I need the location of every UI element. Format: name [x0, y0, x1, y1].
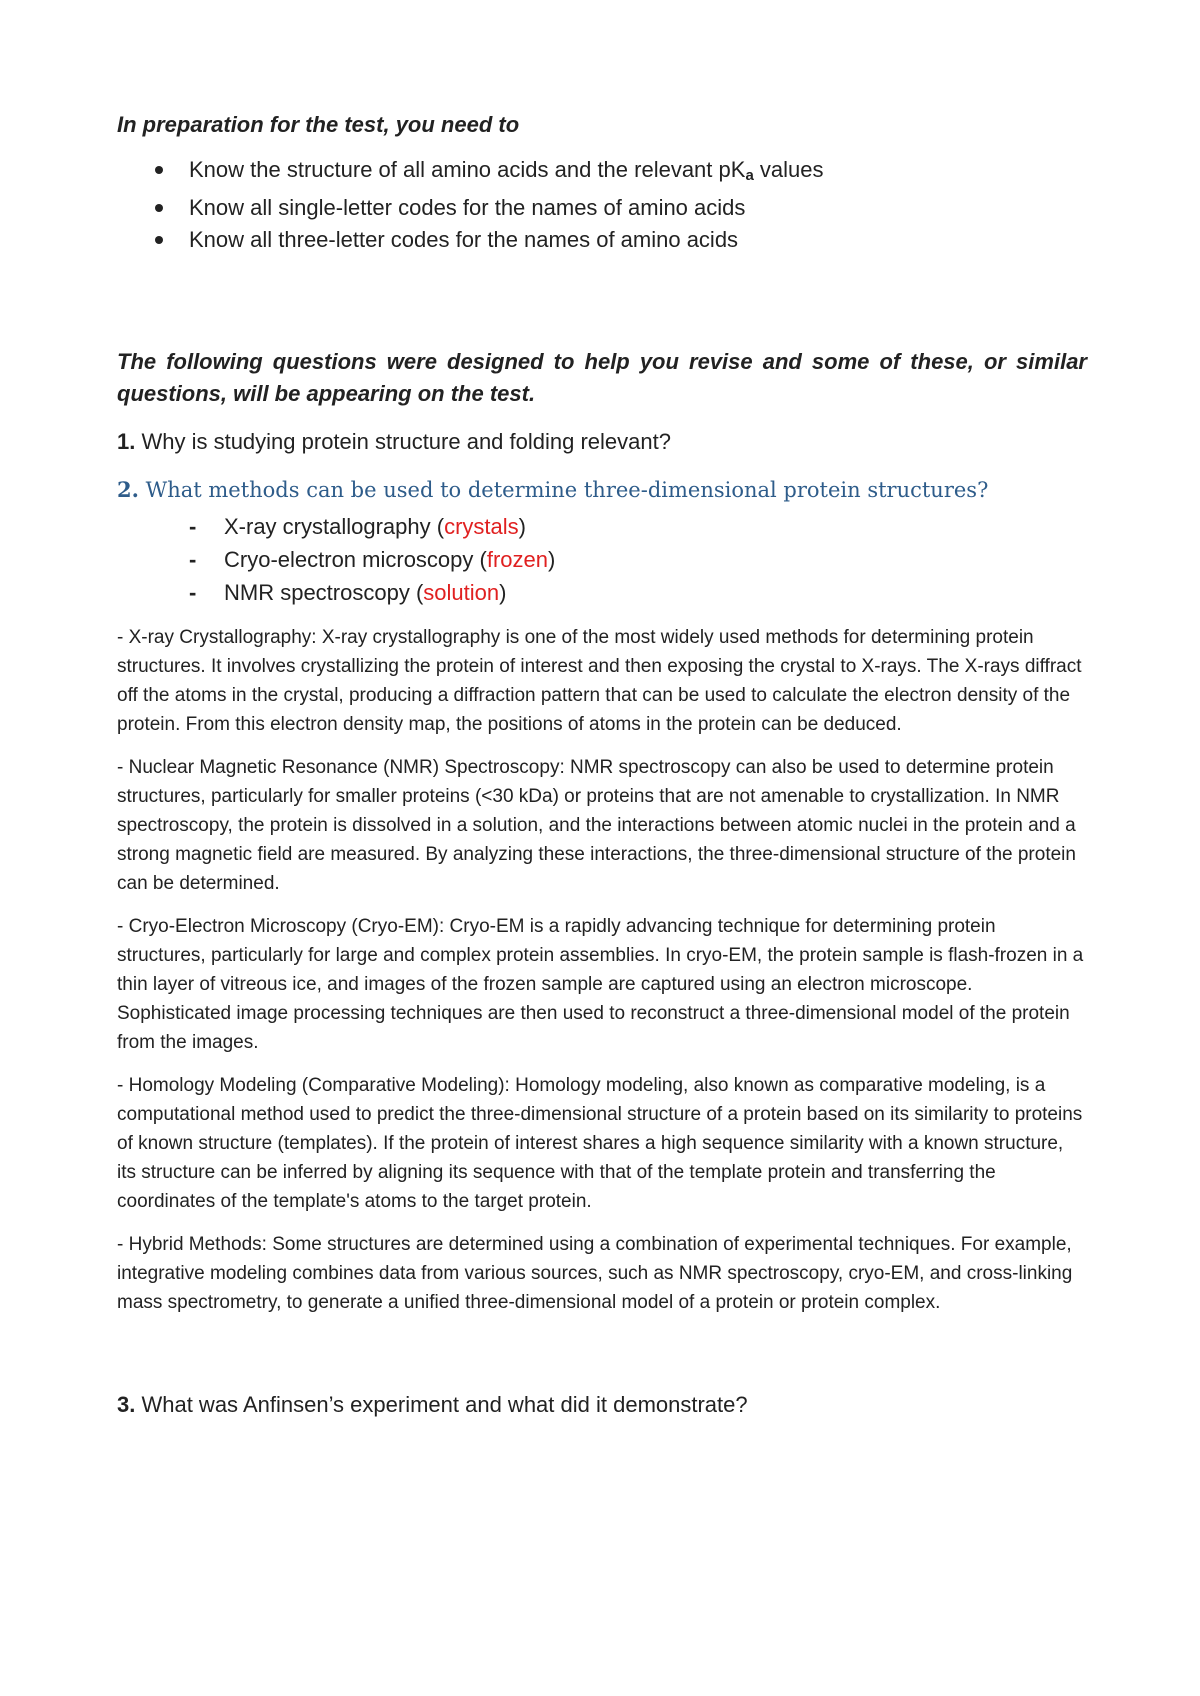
paragraph-cryo-em: - Cryo-Electron Microscopy (Cryo-EM): Cryo-EM is a rapidly advancing technique for determining protein structures, particularly for large and complex protein assemblies. In cryo-EM, the protein sample is flash-frozen in a thin layer of vitreous ice, and images of the frozen sample are captured using an electron microscope. Sophisticated image processing techniques are then used to reconstruct a three-dimensional model of the protein from the images. [117, 916, 1084, 1053]
subscript: a [745, 167, 754, 184]
bullet-icon [155, 204, 163, 212]
method-note: crystals [444, 514, 519, 539]
lead-paragraph: The following questions were designed to help you revise and some of these, or similar questions, will be appearing on the test. [117, 349, 1087, 406]
question-text: What was Anfinsen’s experiment and what did it demonstrate? [135, 1392, 748, 1417]
bullet-text: Know all single-letter codes for the names of amino acids [189, 195, 746, 220]
question-1 [117, 426, 1087, 458]
bullet-tail: values [753, 157, 824, 182]
method-name: Cryo-electron microscopy ( [224, 547, 487, 572]
list-item [117, 576, 1087, 609]
paragraph-hybrid: - Hybrid Methods: Some structures are determined using a combination of experimental techniques. For example, integrative modeling combines data from various sources, such as NMR spectroscopy, cryo-EM, and cross-linking mass spectrometry, to generate a unified three-dimensional model of a protein or protein complex. [117, 1234, 1073, 1313]
requirements-list [117, 154, 1087, 256]
method-name: X-ray crystallography ( [224, 514, 445, 539]
method-close: ) [518, 514, 526, 539]
list-item [117, 154, 1087, 192]
question-text: What methods can be used to determine three-dimensional protein structures? [138, 478, 989, 502]
intro-heading: In preparation for the test, you need to [117, 112, 520, 137]
method-name: NMR spectroscopy ( [224, 580, 424, 605]
paragraph-nmr: - Nuclear Magnetic Resonance (NMR) Spectroscopy: NMR spectroscopy can also be used to determine protein structures, particularly for smaller proteins (<30 kDa) or proteins that are not amenable to crystallization. In NMR spectroscopy, the protein is dissolved in a solution, and the interactions between atomic nuclei in the protein and a strong magnetic field are measured. By analyzing these interactions, the three-dimensional structure of the protein can be determined. [117, 757, 1076, 894]
question-2 [117, 474, 1087, 506]
question-number: 3. [117, 1392, 136, 1417]
question-number: 2. [117, 477, 139, 502]
paragraph-homology: - Homology Modeling (Comparative Modeling): Homology modeling, also known as comparative modeling, is a computational method used to predict the three-dimensional structure of a protein based on its similarity to proteins of known structure (templates). If the protein of interest shares a high sequence similarity with a known structure, its structure can be inferred by aligning its sequence with that of the template protein and transferring the coordinates of the template's atoms to the target protein. [117, 1075, 1083, 1212]
bullet-text: Know the structure of all amino acids and the relevant pK [189, 157, 746, 182]
method-close: ) [499, 580, 507, 605]
question-text: Why is studying protein structure and folding relevant? [135, 429, 671, 454]
bullet-icon [155, 236, 163, 244]
dash-marker: - [189, 514, 197, 539]
document-page [117, 112, 1087, 1443]
list-item [117, 192, 1087, 224]
dash-marker: - [189, 547, 197, 572]
methods-list [117, 510, 1087, 609]
list-item [117, 543, 1087, 576]
bullet-text: Know all three-letter codes for the names of amino acids [189, 227, 739, 252]
paragraph-xray: - X-ray Crystallography: X-ray crystallography is one of the most widely used methods for determining protein structures. It involves crystallizing the protein of interest and then exposing the crystal to X-rays. The X-rays diffract off the atoms in the crystal, producing a diffraction pattern that can be used to calculate the electron density of the protein. From this electron density map, the positions of atoms in the protein can be deduced. [117, 627, 1082, 735]
list-item [117, 224, 1087, 256]
question-3 [117, 1389, 1087, 1421]
method-note: frozen [486, 547, 548, 572]
dash-marker: - [189, 580, 197, 605]
question-number: 1. [117, 429, 136, 454]
method-close: ) [548, 547, 556, 572]
method-note: solution [423, 580, 500, 605]
bullet-icon [155, 166, 163, 174]
list-item [117, 510, 1087, 543]
